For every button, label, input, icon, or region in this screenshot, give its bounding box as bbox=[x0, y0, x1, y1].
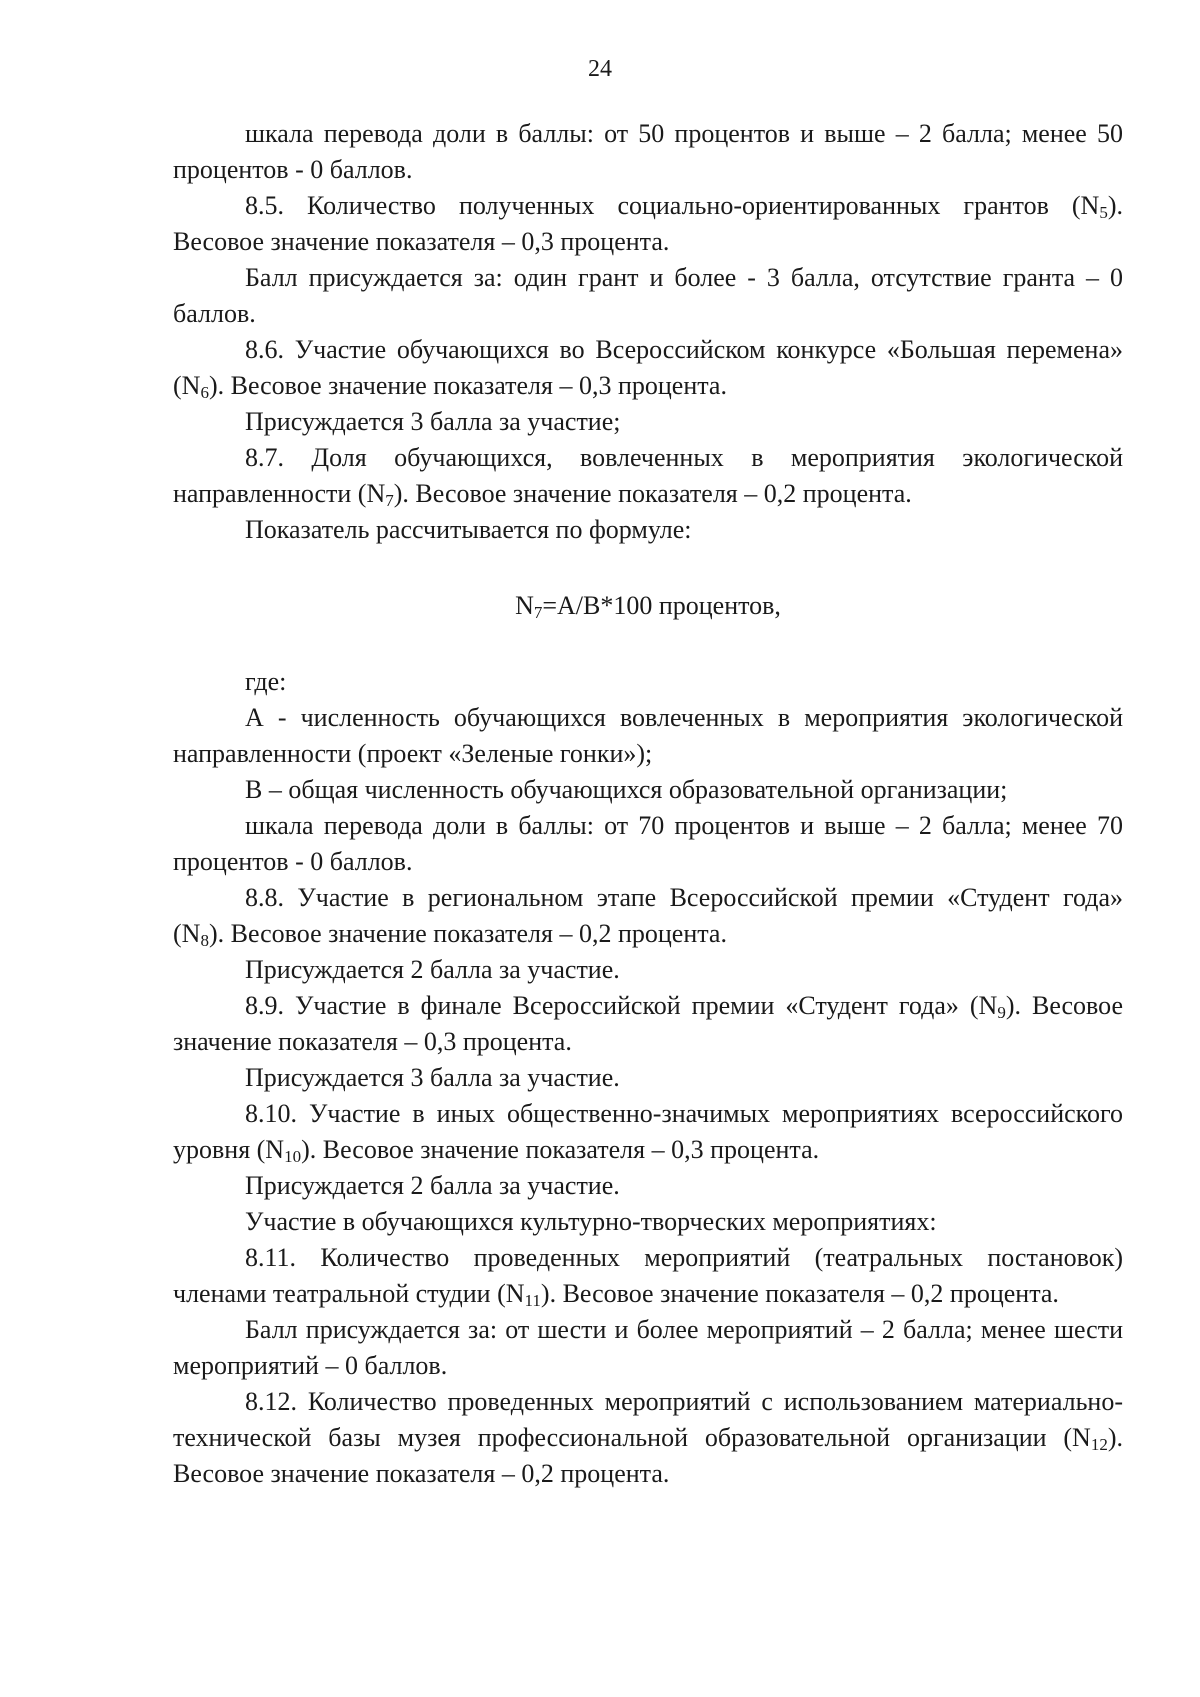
paragraph-8-7: 8.7. Доля обучающихся, вовлеченных в мероприятия экологической направленности $(N_7)$. Весовое значение показателя – 0,2 процента. bbox=[173, 443, 1123, 510]
paragraph: Балл присуждается за: один грант и более - 3 балла, отсутствие гранта – 0 баллов. bbox=[173, 263, 1123, 328]
paragraph: шкала перевода доли в баллы: от 70 процентов и выше – 2 балла; менее 70 процентов - 0 баллов. bbox=[173, 811, 1123, 876]
paragraph-8-11: 8.11. Количество проведенных мероприятий (театральных постановок) членами театральной студии $(N_{11})$. Весовое значение показателя – 0,2 процента. bbox=[173, 1243, 1123, 1310]
paragraph: Присуждается 3 балла за участие; bbox=[245, 407, 621, 436]
page-number: 24 bbox=[588, 56, 612, 82]
paragraph-8-6: 8.6. Участие обучающихся во Всероссийском конкурсе «Большая перемена» $(N_6)$. Весовое значение показателя – 0,3 процента. bbox=[173, 335, 1123, 402]
paragraph: Присуждается 3 балла за участие. bbox=[245, 1063, 620, 1092]
paragraph-8-8: 8.8. Участие в региональном этапе Всероссийской премии «Студент года» $(N_8)$. Весовое значение показателя – 0,2 процента. bbox=[173, 883, 1123, 950]
paragraph-8-9: 8.9. Участие в финале Всероссийской премии «Студент года» $(N_9)$. Весовое значение показателя – 0,3 процента. bbox=[173, 991, 1123, 1056]
paragraph: Присуждается 2 балла за участие. bbox=[245, 1171, 620, 1200]
paragraph-where: где: bbox=[245, 667, 287, 696]
paragraph-8-12: 8.12. Количество проведенных мероприятий с использованием материально-технической базы музея профессиональной образовательной организации $(N_{12})$. Весовое значение показателя – 0,2 процента. bbox=[173, 1387, 1123, 1488]
paragraph: шкала перевода доли в баллы: от 50 процентов и выше – 2 балла; менее 50 процентов - 0 баллов. bbox=[173, 119, 1123, 184]
paragraph: Участие в обучающихся культурно-творческих мероприятиях: bbox=[245, 1207, 937, 1236]
document-body bbox=[173, 116, 1123, 1492]
definition-a: А - численность обучающихся вовлеченных в мероприятия экологической направленности (проект «Зеленые гонки»); bbox=[173, 703, 1123, 768]
paragraph: Показатель рассчитывается по формуле: bbox=[245, 515, 692, 544]
paragraph-8-5: 8.5. Количество полученных социально-ориентированных грантов $(N_5)$. Весовое значение показателя – 0,3 процента. bbox=[173, 191, 1123, 256]
paragraph: Балл присуждается за: от шести и более мероприятий – 2 балла; менее шести мероприятий – 0 баллов. bbox=[173, 1315, 1123, 1380]
paragraph: Присуждается 2 балла за участие. bbox=[245, 955, 620, 984]
formula: $N_7=A/B*100$ процентов, bbox=[515, 591, 781, 622]
definition-b: В – общая численность обучающихся образовательной организации; bbox=[245, 775, 1008, 804]
paragraph-8-10: 8.10. Участие в иных общественно-значимых мероприятиях всероссийского уровня $(N_{10})$. Весовое значение показателя – 0,3 процента. bbox=[173, 1099, 1123, 1166]
